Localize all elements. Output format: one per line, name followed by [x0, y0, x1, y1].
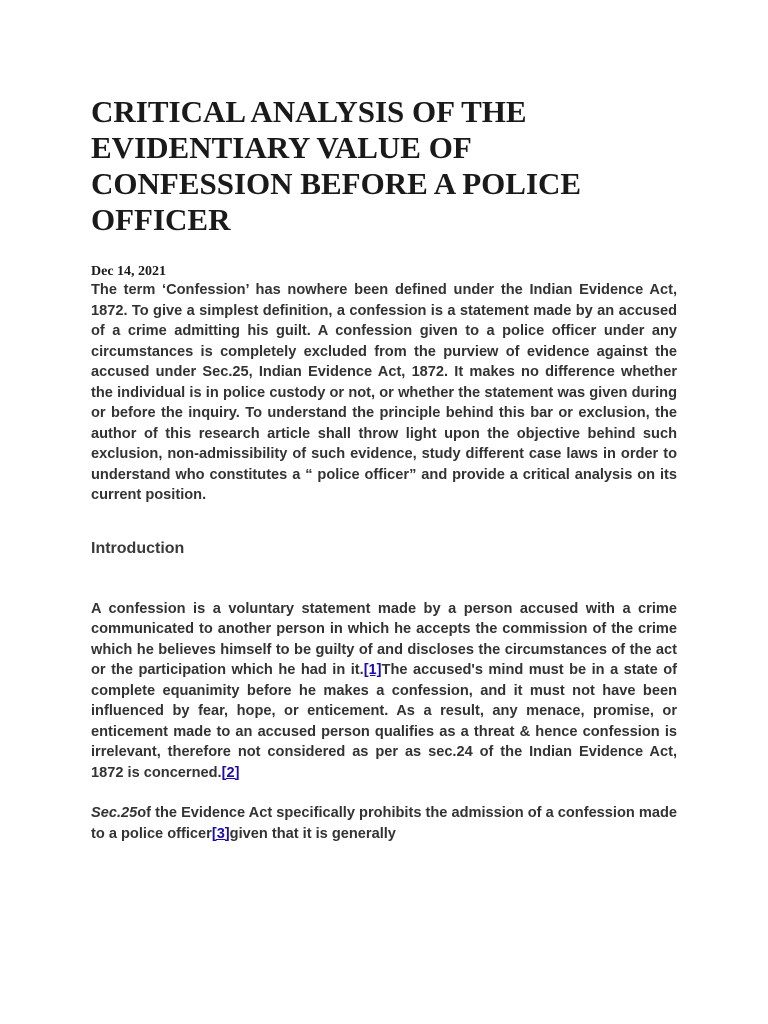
abstract-paragraph: The term ‘Confession’ has nowhere been defined under the Indian Evidence Act, 1872. To give a simplest definition, a confession is a statement made by an accused of a crime admitting his guilt. A confession given to a police officer under any circumstances is completely excluded from the purview of evidence against the accused under Sec.25, Indian Evidence Act, 1872. It makes no difference whether the individual is in police custody or not, or whether the statement was given during or before the inquiry. To understand the principle behind this bar or exclusion, the author of this research article shall throw light upon the objective behind such exclusion, non-admissibility of such evidence, study different case laws in order to understand who constitutes a “ police officer” and provide a critical analysis on its current position.	[91, 282, 677, 503]
paragraph-text: given that it is generally	[229, 825, 396, 842]
footnote-link-3[interactable]: [3]	[211, 825, 230, 842]
paragraph-text: of the Evidence Act specifically prohibits the admission of a confession made to a police officer	[91, 805, 677, 842]
section-reference: Sec.25	[91, 805, 138, 821]
paragraph-text: A confession is a voluntary statement made by a person accused with a crime communicated to another person in which he accepts the commission of the crime which he believes himself to be guilty of and discloses the circumstances of the act or the participation which he had in it.	[91, 600, 677, 678]
paragraph-text: The accused's mind must be in a state of complete equanimity before he makes a confession, and it must not have been influenced by fear, hope, or enticement. As a result, any menace, promise, or enticement made to an accused person qualifies as a threat & hence confession is irrelevant, therefore not considered as per as sec.24 of the Indian Evidence Act, 1872 is concerned.	[91, 662, 677, 781]
sec25-paragraph	[91, 803, 677, 844]
publish-date: Dec 14, 2021	[91, 264, 167, 279]
footnote-link-1[interactable]: [1]	[363, 662, 382, 678]
introduction-paragraph	[91, 599, 677, 784]
introduction-heading: Introduction	[91, 539, 185, 557]
article	[91, 94, 677, 844]
footnote-link-2[interactable]: [2]	[221, 764, 240, 781]
article-title: CRITICAL ANALYSIS OF THE EVIDENTIARY VALUE OF CONFESSION BEFORE A POLICE OFFICER	[91, 94, 582, 237]
